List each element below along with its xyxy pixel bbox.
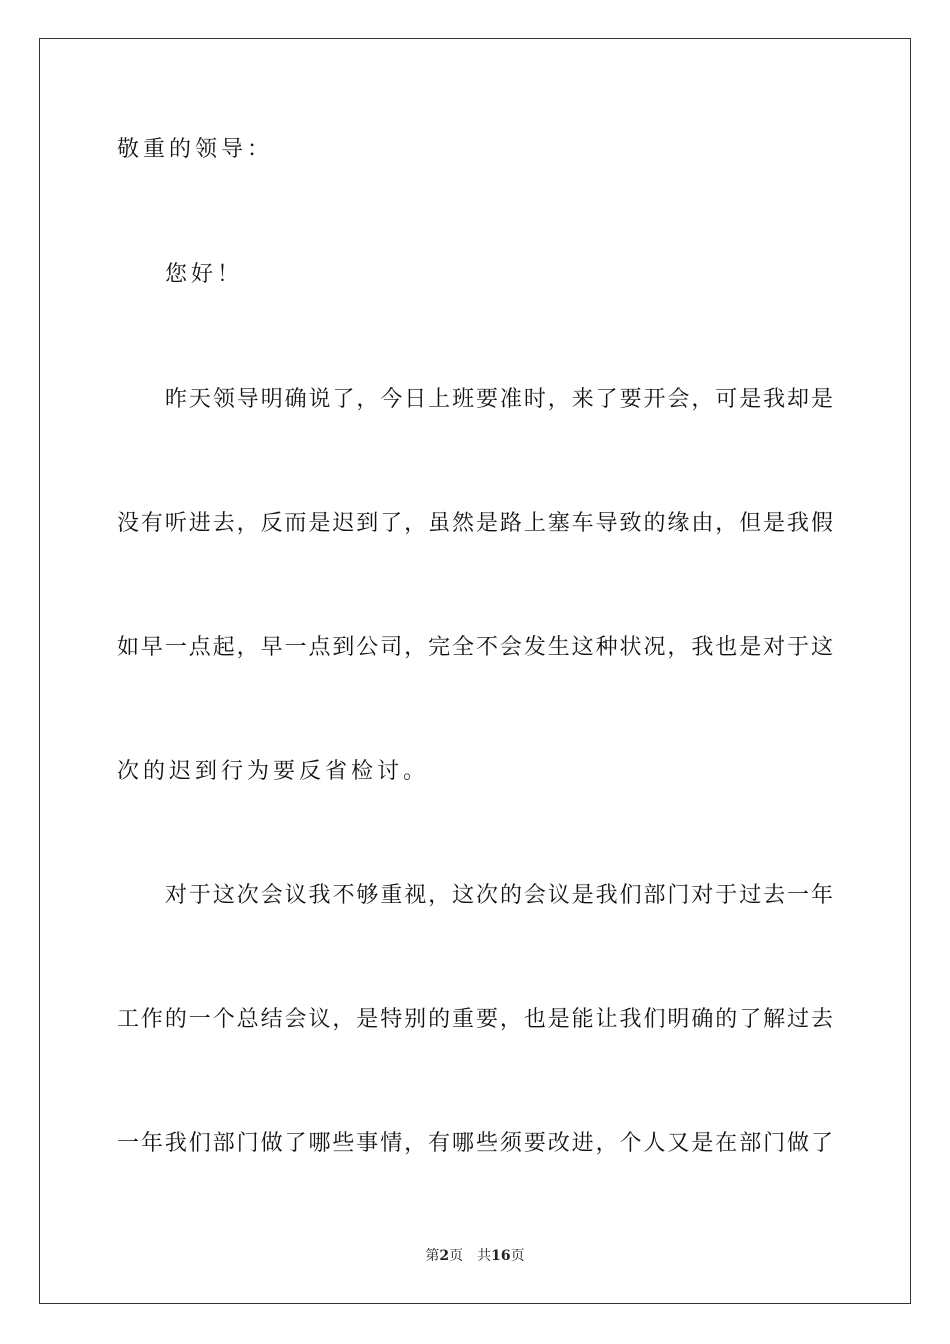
total-prefix: 共 bbox=[477, 1248, 492, 1264]
page-footer bbox=[0, 1246, 950, 1266]
page-current: 2 bbox=[439, 1248, 450, 1264]
page-total: 16 bbox=[491, 1248, 511, 1264]
salutation: 敬重的领导： bbox=[117, 137, 274, 162]
page-suffix: 页 bbox=[449, 1248, 464, 1264]
paragraph-1-line-4: 次的迟到行为要反省检讨。 bbox=[117, 759, 430, 784]
total-suffix: 页 bbox=[510, 1248, 525, 1264]
paragraph-2-line-3: 一年我们部门做了哪些事情，有哪些须要改进，个人又是在部门做了 bbox=[117, 1131, 833, 1156]
paragraph-2-line-1: 对于这次会议我不够重视，这次的会议是我们部门对于过去一年 bbox=[165, 883, 833, 908]
paragraph-1-line-3: 如早一点起，早一点到公司，完全不会发生这种状况，我也是对于这 bbox=[117, 635, 833, 660]
page-border bbox=[39, 38, 911, 1304]
paragraph-2-line-2: 工作的一个总结会议，是特别的重要，也是能让我们明确的了解过去 bbox=[117, 1007, 833, 1032]
greeting: 您好！ bbox=[165, 262, 244, 287]
page-prefix: 第 bbox=[425, 1248, 440, 1264]
paragraph-1-line-1: 昨天领导明确说了，今日上班要准时，来了要开会，可是我却是 bbox=[165, 387, 833, 412]
paragraph-1-line-2: 没有听进去，反而是迟到了，虽然是路上塞车导致的缘由，但是我假 bbox=[117, 511, 833, 536]
